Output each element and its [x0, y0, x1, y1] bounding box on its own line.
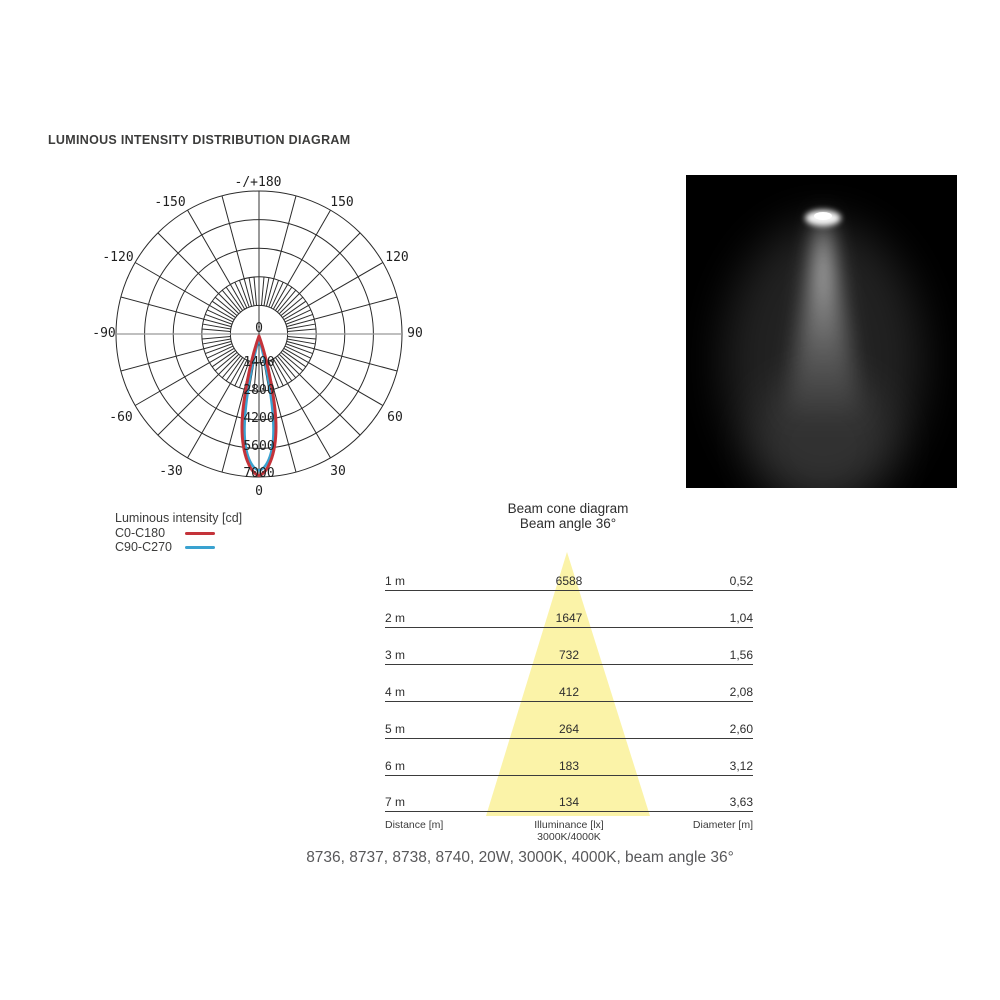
legend-title: Luminous intensity [cd]	[115, 511, 243, 525]
diameter-value: 3,63	[729, 795, 753, 809]
diameter-value: 3,12	[729, 759, 753, 773]
distance-value: 3 m	[385, 648, 406, 662]
angle-label-180: -/+180	[234, 175, 282, 190]
distance-value: 2 m	[385, 611, 406, 625]
cone-row-1m	[385, 573, 753, 591]
legend-label-c0-c180: C0-C180	[115, 525, 166, 540]
diameter-value: 2,60	[729, 722, 753, 736]
radial-label-1400: 1400	[243, 355, 275, 370]
column-header-diameter: Diameter [m]	[692, 819, 753, 831]
legend	[115, 511, 335, 555]
legend-swatch-blue-line	[185, 546, 215, 549]
luminous-intensity-polar-chart	[75, 170, 445, 505]
distance-value: 5 m	[385, 722, 406, 736]
beam-photo-render	[686, 175, 957, 488]
diameter-value: 2,08	[729, 685, 753, 699]
illuminance-value: 183	[558, 759, 580, 773]
beam-cone-heading-line1: Beam cone diagram	[507, 501, 629, 516]
column-header-illuminance: Illuminance [lx] 3000K/4000K	[534, 819, 604, 843]
legend-label-c90-c270: C90-C270	[115, 540, 172, 554]
angle-label-p150: 150	[330, 195, 354, 210]
distance-value: 1 m	[385, 574, 406, 588]
radial-label-2800: 2800	[243, 383, 275, 398]
illuminance-value: 134	[558, 795, 580, 809]
angle-label-p60: 60	[387, 410, 403, 425]
distance-value: 4 m	[385, 685, 406, 699]
legend-item-c0-c180	[115, 526, 335, 541]
angle-label-m90: -90	[92, 326, 116, 341]
distance-value: 6 m	[385, 759, 406, 773]
radial-label-0: 0	[255, 321, 263, 336]
polar-chart-svg	[75, 170, 445, 505]
cone-row-4m	[385, 684, 753, 702]
angle-label-m120: -120	[102, 250, 134, 265]
diameter-value: 1,56	[729, 648, 753, 662]
angle-label-p90: 90	[407, 326, 423, 341]
cone-row-2m	[385, 610, 753, 628]
cone-row-5m	[385, 721, 753, 739]
illuminance-value: 1647	[555, 611, 583, 625]
legend-swatch-red-line	[185, 532, 215, 536]
illuminance-value: 6588	[555, 574, 583, 588]
beam-cone-diagram	[385, 540, 753, 843]
cone-row-6m	[385, 758, 753, 776]
angle-label-m60: -60	[109, 410, 133, 425]
beam-cone-heading	[450, 501, 686, 531]
illuminance-value: 732	[558, 648, 580, 662]
angle-label-p120: 120	[385, 250, 409, 265]
radial-label-7000: 7000	[243, 466, 275, 481]
beam-cone-heading-line2: Beam angle 36°	[519, 516, 617, 531]
radial-label-4200: 4200	[243, 411, 275, 426]
legend-item-c90-c270	[115, 540, 335, 555]
product-caption: 8736, 8737, 8738, 8740, 20W, 3000K, 4000K, beam angle 36°	[306, 849, 734, 866]
angle-label-m30: -30	[159, 464, 183, 479]
distance-value: 7 m	[385, 795, 406, 809]
angle-label-m150: -150	[154, 195, 186, 210]
cone-row-7m	[385, 794, 753, 812]
illuminance-value: 264	[558, 722, 580, 736]
page-title: LUMINOUS INTENSITY DISTRIBUTION DIAGRAM	[48, 133, 351, 147]
diameter-value: 0,52	[729, 574, 753, 588]
angle-label-p30: 30	[330, 464, 346, 479]
column-header-distance: Distance [m]	[385, 819, 444, 831]
radial-label-5600: 5600	[243, 439, 275, 454]
beam-photo	[686, 175, 957, 488]
cone-row-3m	[385, 647, 753, 665]
angle-label-0: 0	[255, 484, 263, 499]
illuminance-value: 412	[558, 685, 580, 699]
diameter-value: 1,04	[729, 611, 753, 625]
